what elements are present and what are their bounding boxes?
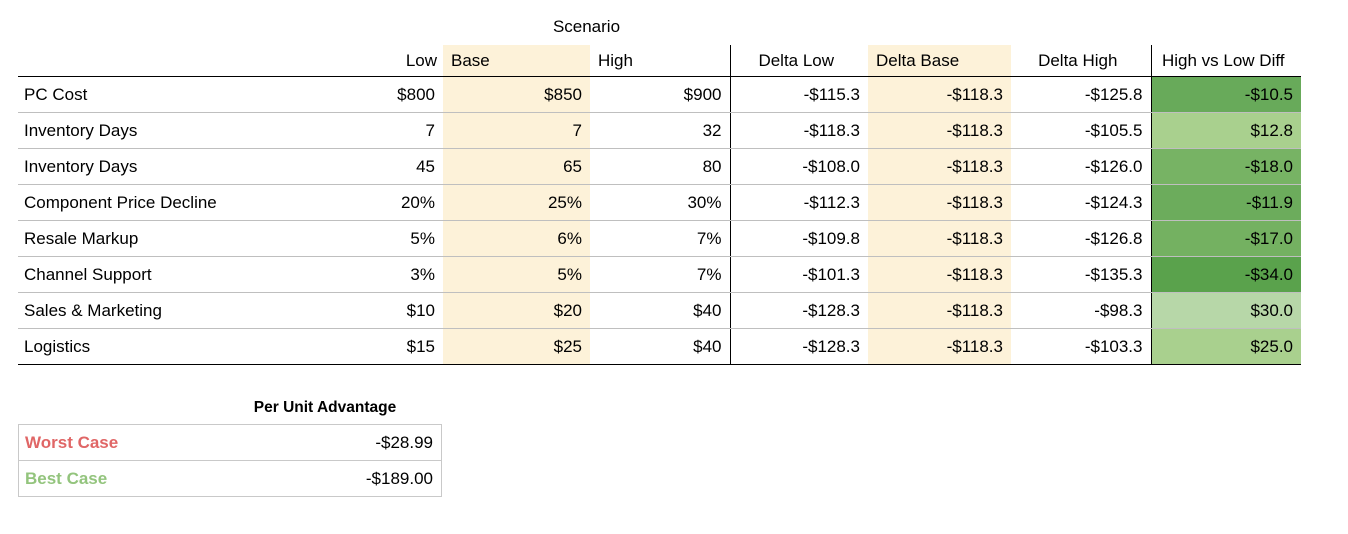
cell-high: 30%	[590, 185, 730, 221]
cell-delta-low: -$128.3	[730, 329, 868, 365]
table-row	[18, 293, 1301, 329]
cell-low: 45	[223, 149, 443, 185]
cell-delta-high: -$125.8	[1011, 77, 1151, 113]
scenario-group-header: Scenario	[552, 16, 621, 36]
cell-delta-high: -$126.0	[1011, 149, 1151, 185]
cell-delta-base: -$118.3	[868, 221, 1011, 257]
list-item	[19, 461, 442, 497]
cell-delta-base: -$118.3	[868, 149, 1011, 185]
column-header-base: Base	[443, 45, 590, 77]
cell-delta-low: -$115.3	[730, 77, 868, 113]
cell-high-vs-low-diff: $25.0	[1151, 329, 1301, 365]
spacer-cell	[1011, 8, 1151, 45]
row-label: Channel Support	[18, 257, 223, 293]
cell-delta-high: -$126.8	[1011, 221, 1151, 257]
table-row	[18, 113, 1301, 149]
cell-delta-high: -$135.3	[1011, 257, 1151, 293]
cell-base: $850	[443, 77, 590, 113]
best-case-value: -$189.00	[209, 461, 442, 497]
list-item	[19, 425, 442, 461]
cell-delta-low: -$108.0	[730, 149, 868, 185]
per-unit-advantage-header: Per Unit Advantage	[253, 399, 397, 416]
cell-high: $40	[590, 329, 730, 365]
spacer-cell	[223, 8, 443, 45]
column-header-delta-base: Delta Base	[868, 45, 1011, 77]
cell-delta-low: -$109.8	[730, 221, 868, 257]
cell-delta-high: -$124.3	[1011, 185, 1151, 221]
scenario-sensitivity-table	[18, 8, 1301, 365]
best-case-label: Best Case	[19, 461, 209, 497]
cell-delta-base: -$118.3	[868, 293, 1011, 329]
cell-base: 25%	[443, 185, 590, 221]
row-label: Inventory Days	[18, 149, 223, 185]
cell-high: 7%	[590, 257, 730, 293]
cell-low: 7	[223, 113, 443, 149]
per-unit-advantage-table	[18, 392, 442, 497]
cell-low: $15	[223, 329, 443, 365]
cell-high: $900	[590, 77, 730, 113]
cell-high-vs-low-diff: -$18.0	[1151, 149, 1301, 185]
row-label: Sales & Marketing	[18, 293, 223, 329]
cell-high: $40	[590, 293, 730, 329]
cell-delta-low: -$112.3	[730, 185, 868, 221]
cell-delta-high: -$105.5	[1011, 113, 1151, 149]
worst-case-label: Worst Case	[19, 425, 209, 461]
row-label: Resale Markup	[18, 221, 223, 257]
column-header-delta-high: Delta High	[1011, 45, 1151, 77]
spacer-cell	[19, 392, 209, 425]
spacer-cell	[730, 8, 868, 45]
cell-high-vs-low-diff: $30.0	[1151, 293, 1301, 329]
table-row	[18, 149, 1301, 185]
cell-high-vs-low-diff: -$10.5	[1151, 77, 1301, 113]
cell-delta-high: -$103.3	[1011, 329, 1151, 365]
table-row	[18, 221, 1301, 257]
table-row	[18, 257, 1301, 293]
column-header-low: Low	[223, 45, 443, 77]
cell-high: 80	[590, 149, 730, 185]
row-label: PC Cost	[18, 77, 223, 113]
worst-case-value: -$28.99	[209, 425, 442, 461]
table-row	[18, 185, 1301, 221]
cell-high: 7%	[590, 221, 730, 257]
cell-low: $10	[223, 293, 443, 329]
row-label: Logistics	[18, 329, 223, 365]
cell-high-vs-low-diff: -$17.0	[1151, 221, 1301, 257]
spacer-cell	[18, 8, 223, 45]
column-header-label	[18, 45, 223, 77]
scenario-group-header-row	[18, 8, 1301, 45]
cell-base: 5%	[443, 257, 590, 293]
cell-delta-base: -$118.3	[868, 329, 1011, 365]
cell-base: $20	[443, 293, 590, 329]
cell-delta-base: -$118.3	[868, 185, 1011, 221]
cell-high-vs-low-diff: -$11.9	[1151, 185, 1301, 221]
cell-base: $25	[443, 329, 590, 365]
cell-high-vs-low-diff: -$34.0	[1151, 257, 1301, 293]
cell-low: $800	[223, 77, 443, 113]
table-row	[18, 329, 1301, 365]
cell-delta-low: -$128.3	[730, 293, 868, 329]
cell-high: 32	[590, 113, 730, 149]
spacer-cell	[868, 8, 1011, 45]
cell-base: 7	[443, 113, 590, 149]
table-row	[18, 77, 1301, 113]
cell-low: 3%	[223, 257, 443, 293]
row-label: Inventory Days	[18, 113, 223, 149]
column-header-high: High	[590, 45, 730, 77]
cell-base: 65	[443, 149, 590, 185]
cell-delta-base: -$118.3	[868, 257, 1011, 293]
cell-delta-base: -$118.3	[868, 113, 1011, 149]
cell-delta-low: -$118.3	[730, 113, 868, 149]
cell-base: 6%	[443, 221, 590, 257]
column-header-high-vs-low-diff: High vs Low Diff	[1151, 45, 1301, 77]
scenario-header-row	[18, 45, 1301, 77]
cell-delta-high: -$98.3	[1011, 293, 1151, 329]
cell-low: 5%	[223, 221, 443, 257]
cell-high-vs-low-diff: $12.8	[1151, 113, 1301, 149]
row-label: Component Price Decline	[18, 185, 223, 221]
spacer-cell	[1151, 8, 1301, 45]
per-unit-advantage-header-row	[19, 392, 442, 425]
cell-low: 20%	[223, 185, 443, 221]
cell-delta-base: -$118.3	[868, 77, 1011, 113]
column-header-delta-low: Delta Low	[730, 45, 868, 77]
cell-delta-low: -$101.3	[730, 257, 868, 293]
